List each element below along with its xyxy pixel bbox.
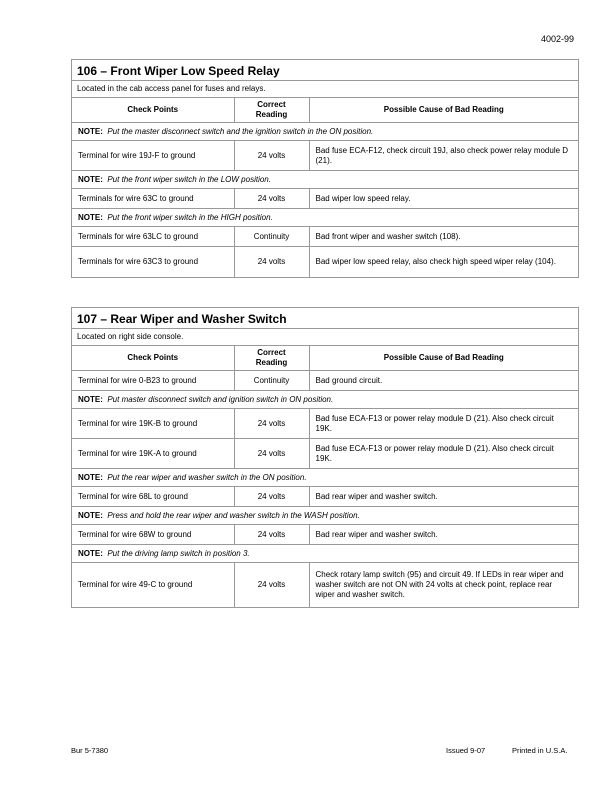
correct-reading: 24 volts (234, 409, 309, 439)
check-table (72, 98, 578, 277)
section-location: Located on right side console. (72, 329, 578, 346)
header-correct-reading: Correct Reading (234, 98, 309, 123)
correct-reading: Continuity (234, 371, 309, 391)
correct-reading: 24 volts (234, 525, 309, 545)
correct-reading: 24 volts (234, 487, 309, 507)
possible-cause: Bad fuse ECA-F13 or power relay module D (21). Also check circuit 19K. (309, 409, 578, 439)
footer-issued: Issued 9-07 (446, 746, 486, 755)
table-row (72, 439, 578, 469)
header-check-points: Check Points (72, 98, 234, 123)
possible-cause: Bad ground circuit. (309, 371, 578, 391)
note-text: Press and hold the rear wiper and washer switch in the WASH position. (107, 511, 360, 520)
check-point: Terminal for wire 68L to ground (72, 487, 234, 507)
note-row (72, 469, 578, 487)
possible-cause: Bad rear wiper and washer switch. (309, 487, 578, 507)
table-header-row (72, 346, 578, 371)
table-row (72, 227, 578, 247)
possible-cause: Bad wiper low speed relay. (309, 189, 578, 209)
table-row (72, 371, 578, 391)
header-correct-reading: Correct Reading (234, 346, 309, 371)
note-row (72, 391, 578, 409)
footer-doc-id: Bur 5-7380 (71, 746, 109, 755)
check-point: Terminal for wire 0-B23 to ground (72, 371, 234, 391)
check-table (72, 346, 578, 607)
note-label: NOTE: (78, 395, 103, 404)
check-point: Terminal for wire 68W to ground (72, 525, 234, 545)
note-row (72, 123, 578, 141)
header-check-points: Check Points (72, 346, 234, 371)
table-row (72, 487, 578, 507)
check-point: Terminal for wire 19K-B to ground (72, 409, 234, 439)
section-title: 106 – Front Wiper Low Speed Relay (72, 60, 578, 81)
footer-printed: Printed in U.S.A. (512, 746, 568, 755)
correct-reading: 24 volts (234, 189, 309, 209)
possible-cause: Bad wiper low speed relay, also check high speed wiper relay (104). (315, 256, 556, 266)
note-row (72, 507, 578, 525)
correct-reading: 24 volts (234, 563, 309, 607)
page-number: 4002-99 (540, 34, 574, 44)
note-row (72, 171, 578, 189)
note-label: NOTE: (78, 511, 103, 520)
section-location: Located in the cab access panel for fuses and relays. (72, 81, 578, 98)
note-label: NOTE: (78, 549, 103, 558)
note-text: Put master disconnect switch and ignition switch in ON position. (107, 395, 334, 404)
check-point: Terminal for wire 19K-A to ground (72, 439, 234, 469)
note-text: Put the driving lamp switch in position 3. (107, 549, 250, 558)
possible-cause: Bad rear wiper and washer switch. (309, 525, 578, 545)
header-possible-cause: Possible Cause of Bad Reading (309, 98, 578, 123)
note-label: NOTE: (78, 473, 103, 482)
possible-cause: Check rotary lamp switch (95) and circuit 49. If LEDs in rear wiper and washer switch are not ON with 24 volts at check point, replace rear wiper and washer switch. (315, 569, 564, 599)
possible-cause: Bad fuse ECA-F12, check circuit 19J, also check power relay module D (21). (309, 141, 578, 171)
check-point: Terminals for wire 63C3 to ground (78, 257, 199, 267)
table-row (72, 141, 578, 171)
possible-cause: Bad front wiper and washer switch (108). (309, 227, 578, 247)
possible-cause: Bad fuse ECA-F13 or power relay module D (21). Also check circuit 19K. (309, 439, 578, 469)
note-label: NOTE: (78, 175, 103, 184)
section-107 (71, 307, 579, 608)
check-point: Terminal for wire 49-C to ground (78, 580, 193, 590)
correct-reading: 24 volts (234, 439, 309, 469)
correct-reading: 24 volts (234, 141, 309, 171)
note-row (72, 545, 578, 563)
note-text: Put the master disconnect switch and the ignition switch in the ON position. (107, 127, 374, 136)
note-text: Put the rear wiper and washer switch in the ON position. (107, 473, 307, 482)
table-row (72, 409, 578, 439)
table-row (72, 525, 578, 545)
note-row (72, 209, 578, 227)
check-point: Terminals for wire 63LC to ground (72, 227, 234, 247)
table-row (72, 189, 578, 209)
note-text: Put the front wiper switch in the HIGH position. (107, 213, 273, 222)
note-label: NOTE: (78, 213, 103, 222)
table-row (72, 247, 578, 277)
correct-reading: Continuity (234, 227, 309, 247)
section-title: 107 – Rear Wiper and Washer Switch (72, 308, 578, 329)
check-point: Terminal for wire 19J-F to ground (72, 141, 234, 171)
header-possible-cause: Possible Cause of Bad Reading (309, 346, 578, 371)
check-point: Terminals for wire 63C to ground (72, 189, 234, 209)
correct-reading: 24 volts (234, 247, 309, 277)
note-text: Put the front wiper switch in the LOW position. (107, 175, 271, 184)
table-header-row (72, 98, 578, 123)
note-label: NOTE: (78, 127, 103, 136)
section-106 (71, 59, 579, 278)
table-row (72, 563, 578, 607)
